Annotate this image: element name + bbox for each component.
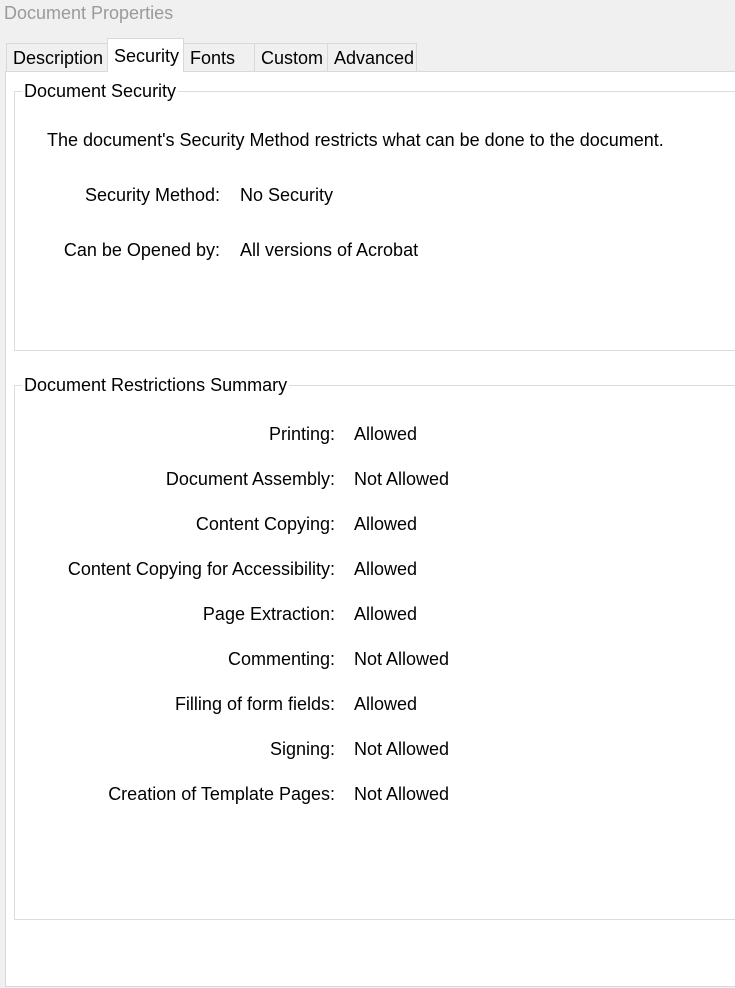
restriction-label-content-copying: Content Copying: bbox=[195, 514, 335, 534]
security-method-label: Security Method: bbox=[84, 185, 220, 205]
restriction-label-filling-form-fields: Filling of form fields: bbox=[174, 694, 335, 714]
document-security-legend: Document Security bbox=[24, 81, 177, 101]
restriction-value-content-copying-accessibility: Allowed bbox=[354, 559, 418, 579]
tab-custom[interactable]: Custom bbox=[254, 43, 328, 71]
security-panel bbox=[5, 71, 735, 987]
restriction-value-document-assembly: Not Allowed bbox=[354, 469, 450, 489]
restriction-label-content-copying-accessibility: Content Copying for Accessibility: bbox=[67, 559, 335, 579]
restriction-label-page-extraction: Page Extraction: bbox=[202, 604, 335, 624]
restriction-label-printing: Printing: bbox=[268, 424, 335, 444]
can-be-opened-label: Can be Opened by: bbox=[63, 240, 220, 260]
restriction-value-signing: Not Allowed bbox=[354, 739, 450, 759]
tab-security[interactable]: Security bbox=[107, 38, 184, 72]
security-description: The document's Security Method restricts what can be done to the document. bbox=[47, 130, 664, 150]
restriction-value-content-copying: Allowed bbox=[354, 514, 418, 534]
restriction-label-template-pages: Creation of Template Pages: bbox=[108, 784, 335, 804]
security-method-value: No Security bbox=[240, 185, 334, 205]
restriction-label-document-assembly: Document Assembly: bbox=[165, 469, 335, 489]
can-be-opened-value: All versions of Acrobat bbox=[240, 240, 419, 260]
restriction-value-page-extraction: Allowed bbox=[354, 604, 418, 624]
restriction-value-commenting: Not Allowed bbox=[354, 649, 450, 669]
restriction-label-signing: Signing: bbox=[269, 739, 335, 759]
restriction-label-commenting: Commenting: bbox=[227, 649, 335, 669]
tab-advanced[interactable]: Advanced bbox=[327, 43, 417, 71]
tab-strip bbox=[6, 43, 735, 72]
tab-description[interactable]: Description bbox=[6, 43, 108, 71]
restrictions-group bbox=[14, 375, 735, 920]
tab-fonts[interactable]: Fonts bbox=[183, 43, 255, 71]
restrictions-legend: Document Restrictions Summary bbox=[24, 375, 288, 395]
document-security-group bbox=[14, 81, 735, 351]
restriction-value-template-pages: Not Allowed bbox=[354, 784, 450, 804]
window-title: Document Properties bbox=[4, 3, 174, 23]
restriction-value-filling-form-fields: Allowed bbox=[354, 694, 418, 714]
restriction-value-printing: Allowed bbox=[354, 424, 418, 444]
